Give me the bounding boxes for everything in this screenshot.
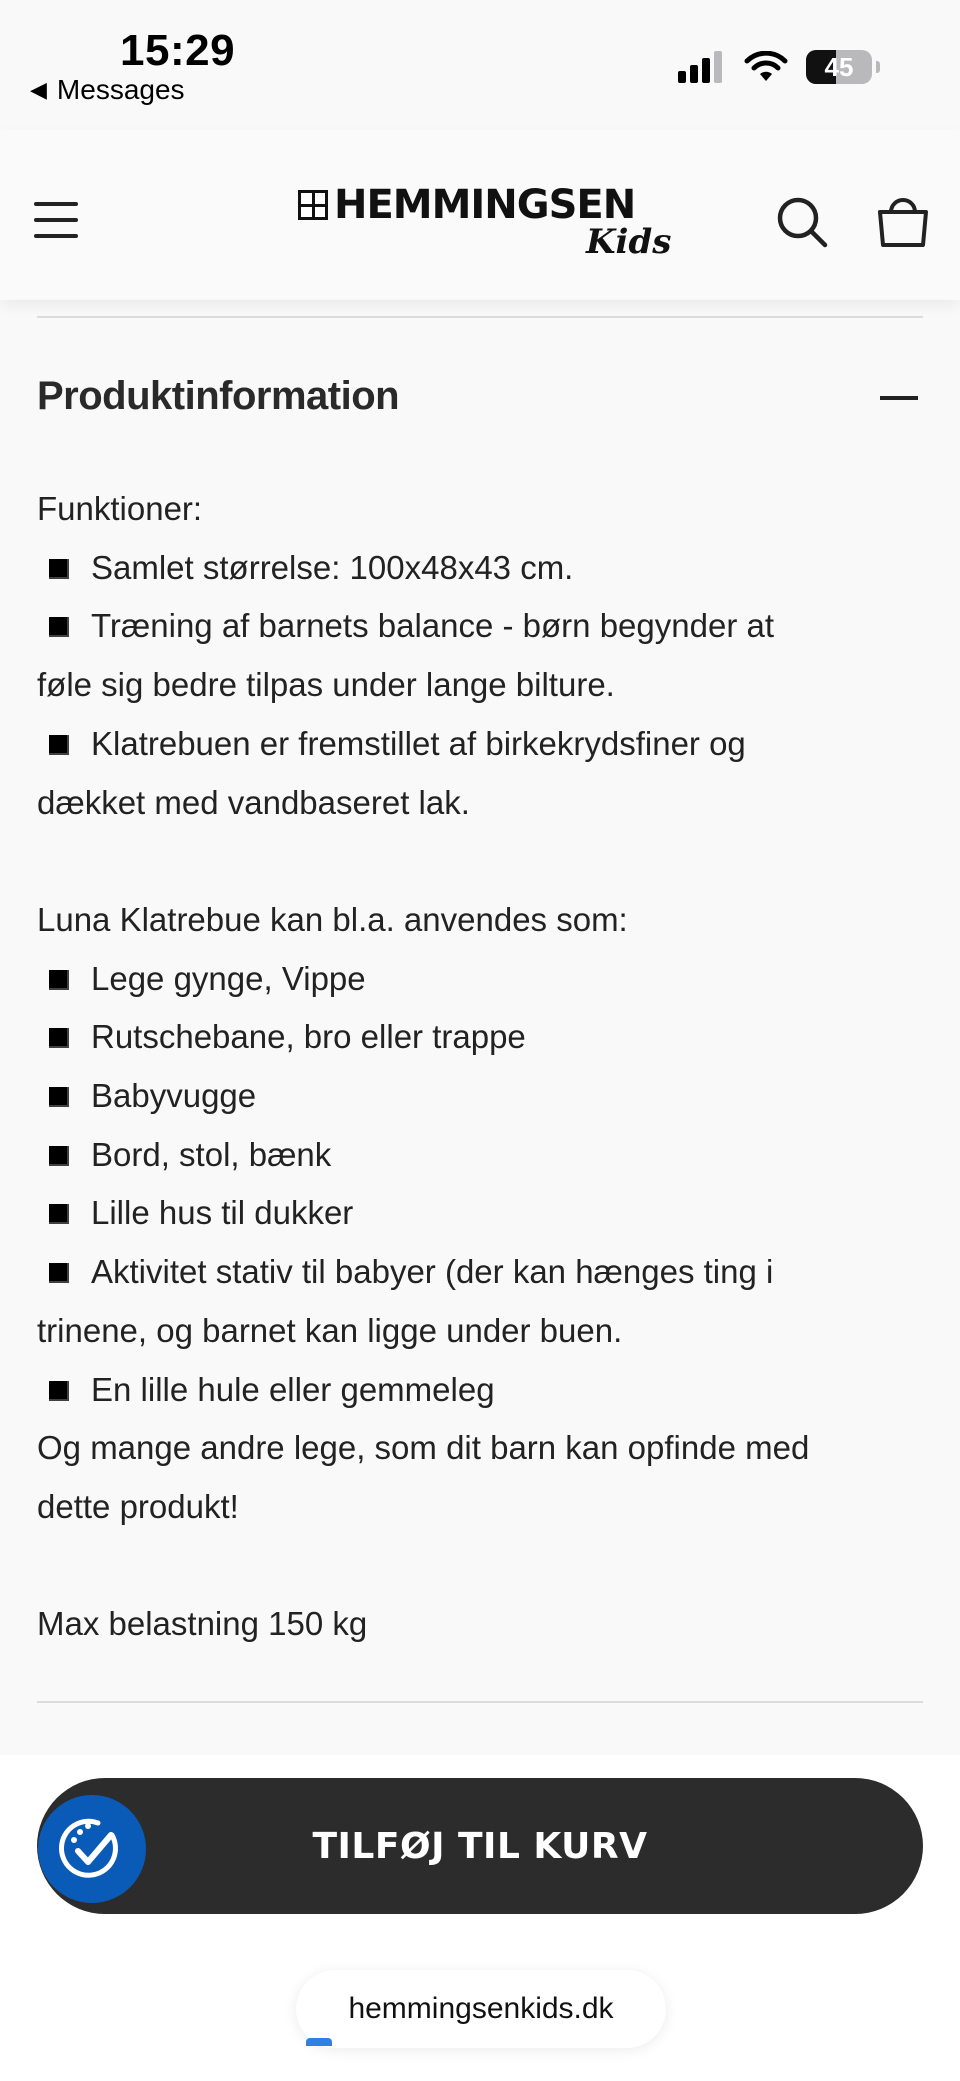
list-item: En lille hule eller gemmeleg [37,1361,917,1420]
back-to-messages[interactable] [30,74,185,106]
closing-text: Og mange andre lege, som dit barn kan opfinde med [37,1429,810,1467]
list-item: Lege gynge, Vippe [37,950,917,1009]
status-indicators [678,50,880,84]
back-label: Messages [56,74,185,105]
back-arrow-icon: ◀ [30,77,47,102]
url-accent [306,2038,332,2046]
list-item: Samlet størrelse: 100x48x43 cm. [37,539,917,598]
bullet-icon [49,1028,69,1048]
bag-icon[interactable] [876,196,930,248]
bullet-icon [49,735,69,755]
section-title[interactable]: Produktinformation [37,374,400,418]
url-text: hemmingsenkids.dk [348,1992,614,2025]
bullet-icon [49,617,69,637]
logo-text: HEMMINGSEN [334,182,636,228]
list-item-continuation: føle sig bedre tilpas under lange bilture. [37,666,615,704]
logo-mark-icon [298,190,328,220]
brand-logo[interactable] [298,182,672,262]
add-to-cart-button[interactable] [37,1778,923,1914]
collapse-minus-icon[interactable] [880,396,918,400]
status-bar [0,0,960,130]
list-item: Træning af barnets balance - børn begynder at [37,597,917,656]
status-time: 15:29 [120,26,236,75]
add-to-cart-label: TILFØJ TIL KURV [312,1825,648,1867]
closing-text: dette produkt! [37,1487,239,1525]
list-item: Rutschebane, bro eller trappe [37,1008,917,1067]
trust-check-icon[interactable] [38,1795,146,1903]
battery-level: 45 [824,51,854,82]
product-description [37,480,917,1654]
list-item: Babyvugge [37,1067,917,1126]
list-item-continuation: dækket med vandbaseret lak. [37,783,470,821]
bullet-icon [49,970,69,990]
features-heading: Funktioner: [37,490,203,527]
menu-icon[interactable] [34,202,78,238]
uses-heading: Luna Klatrebue kan bl.a. anvendes som: [37,900,628,938]
blank-line [37,832,917,891]
wifi-icon [744,51,788,83]
bullet-icon [49,1204,69,1224]
signal-icon [678,51,726,83]
list-item: Aktivitet stativ til babyer (der kan hænges ting i [37,1243,917,1302]
bullet-icon [49,1381,69,1401]
site-header [0,130,960,300]
list-item: Lille hus til dukker [37,1184,917,1243]
blank-line [37,1537,917,1596]
max-load-text: Max belastning 150 kg [37,1605,368,1643]
check-badge-icon [54,1811,130,1887]
search-icon[interactable] [776,196,828,248]
bullet-icon [49,1263,69,1283]
list-item: Bord, stol, bænk [37,1126,917,1185]
bullet-icon [49,559,69,579]
list-item: Klatrebuen er fremstillet af birkekrydsfiner og [37,715,917,774]
browser-url-bar[interactable] [296,1970,666,2048]
divider-bottom [37,1701,923,1703]
logo-subtext: Kids [586,222,672,262]
battery-nub [876,61,880,73]
battery-icon [806,50,872,84]
divider-top [37,316,923,318]
list-item-continuation: trinene, og barnet kan ligge under buen. [37,1311,623,1349]
bullet-icon [49,1146,69,1166]
bullet-icon [49,1087,69,1107]
